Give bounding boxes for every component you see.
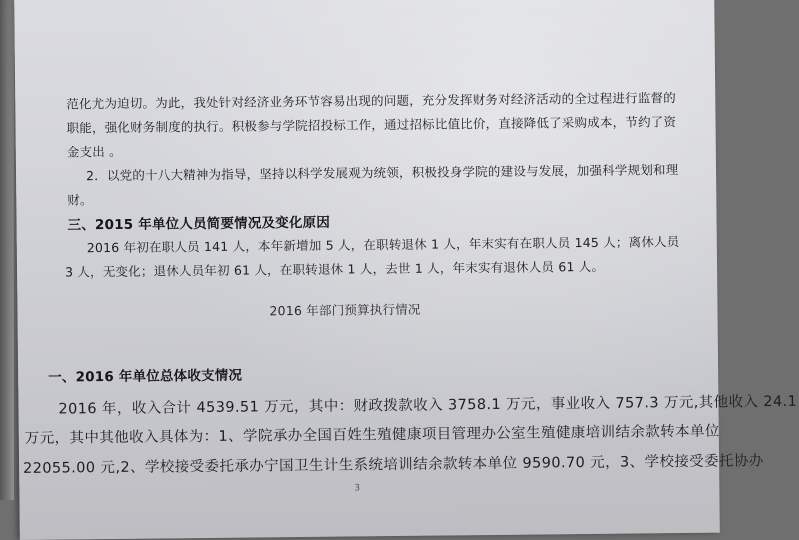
page-number: 3: [354, 483, 361, 494]
binding-edge: [0, 0, 14, 500]
paragraph-1-line-2: 职能，强化财务制度的执行。积极参与学院招投标工作，通过招标比值比价，直接降低了采购成本，节约了资: [66, 114, 677, 136]
section-1-line-1: 2016 年，收入合计 4539.51 万元，其中：财政拨款收入 3758.1 万元，事业收入 757.3 万元,其他收入 24.1: [58, 393, 798, 418]
item-2-line-1: 2．以党的十八大精神为指导，坚持以科学发展观为统领，积极投身学院的建设与发展，加强科学规划和理: [85, 162, 679, 184]
center-title: 2016 年部门预算执行情况: [269, 301, 421, 319]
section-1-line-3: 22055.00 元,2、学校接受委托承办宁国卫生计生系统培训结余款转本单位 9590.70 元，3、学校接受委托协办: [23, 453, 764, 477]
paragraph-1-line-1: 范化尤为迫切。为此，我处针对经济业务环节容易出现的问题，充分发挥财务对经济活动的全过程进行监督的: [66, 90, 676, 112]
section-1-heading: 一、2016 年单位总体收支情况: [48, 367, 243, 386]
section-3-heading: 三、2015 年单位人员简要情况及变化原因: [67, 214, 331, 234]
paragraph-1-line-3: 金支出 。: [66, 143, 122, 160]
section-1-line-2: 万元，其中其他收入具体为：1、学院承办全国百姓生殖健康项目管理办公室生殖健康培训结余款转本单位: [24, 423, 720, 447]
document-page: [14, 0, 798, 540]
section-3-line-2: 3 人，无变化；退休人员年初 61 人，在职转退休 1 人，去世 1 人，年末实有退休人员 61 人。: [64, 258, 605, 280]
item-2-line-2: 财。: [67, 192, 93, 208]
section-3-line-1: 2016 年初在职人员 141 人，本年新增加 5 人，在职转退休 1 人，年末实有在职人员 145 人；离休人员: [86, 234, 680, 256]
